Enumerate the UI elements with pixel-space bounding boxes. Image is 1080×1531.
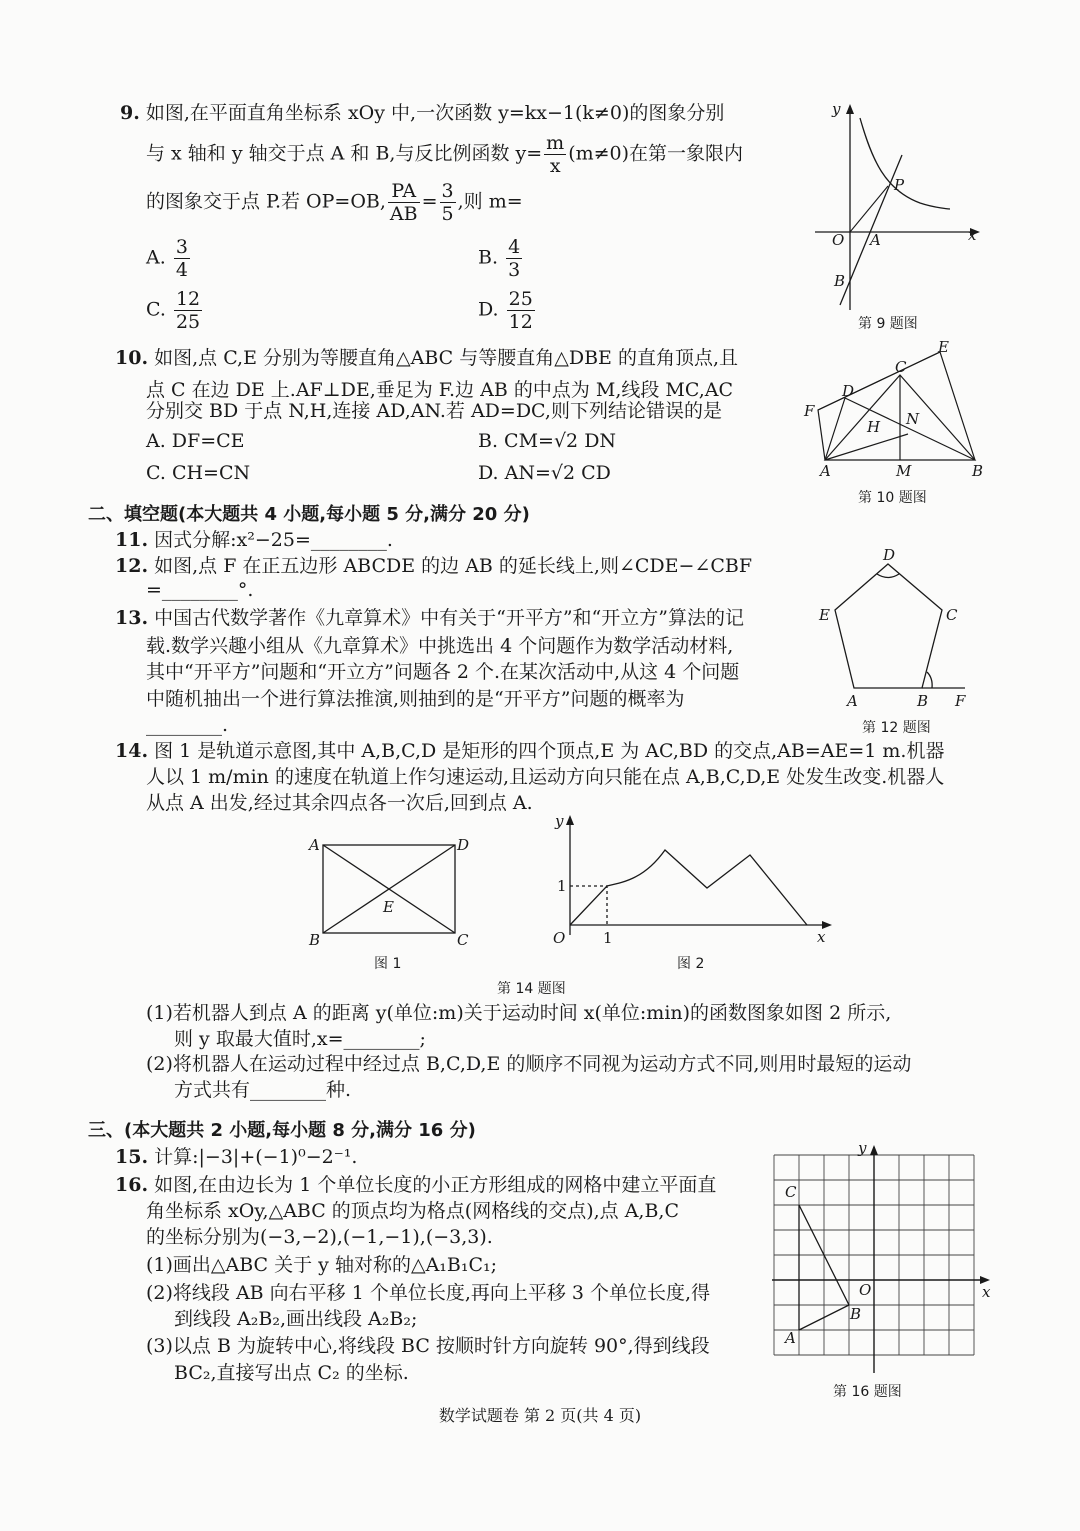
q14-caption: 第 14 题图 [497,981,566,997]
frac-numerator: m [546,132,565,154]
q13-line2: 载.数学兴趣小组从《九章算术》中挑选出 4 个问题作为数学活动材料, [146,635,734,657]
q10-line3 [146,398,722,424]
q13-line1 [115,605,744,631]
frac-denominator: AB [389,203,418,225]
q13-text-1: 中国古代数学著作《九章算术》中有关于“开平方”和“开立方”算法的记 [154,607,744,629]
q16-sub3-line2: BC₂,直接写出点 C₂ 的坐标. [174,1362,409,1384]
label-n: N [906,410,920,428]
q14-text-1: 图 1 是轨道示意图,其中 A,B,C,D 是矩形的四个顶点,E 为 AC,BD 的交点,AB=AE=1 m.机器 [154,740,945,762]
label-o: O [553,929,566,947]
y-axis-arrow-icon [846,104,854,114]
distance-function-graph [570,850,807,925]
segment-op [850,186,888,232]
q14-fig1-caption: 图 1 [374,956,402,972]
label-d: D [842,382,855,400]
q12-caption: 第 12 题图 [862,720,931,736]
label-b: B [834,272,846,290]
angle-cde-arc [877,574,899,578]
q14-fig2-caption: 图 2 [677,956,705,972]
section-2-heading: 二、填空题(本大题共 4 小题,每小题 5 分,满分 20 分) [88,504,530,525]
q14-sub2-line2: 方式共有________种. [174,1079,352,1101]
frac-denominator: 12 [508,311,533,333]
frac-numerator: 12 [175,288,201,310]
q15-number: 15. [115,1146,149,1168]
label-b: B [309,931,321,949]
q9-option-b [478,236,524,281]
q14-line2: 人以 1 m/min 的速度在轨道上作匀速运动,且运动方向只能在点 A,B,C,D,E 处发生改变.机器人 [146,766,945,788]
q9-text-2b: (m≠0)在第一象限内 [568,142,744,165]
option-label: B. [478,246,499,269]
q13-line5: ________. [146,714,229,736]
q10-number: 10. [115,347,149,369]
option-label: C. [146,298,166,321]
q10-line1 [115,345,738,371]
frac-denominator: 25 [175,311,201,333]
label-y: y [555,812,564,830]
q9-text-3a: 的图象交于点 P.若 OP=OB, [146,190,386,213]
label-a: A [820,462,831,480]
label-c: C [895,358,907,376]
frac-denominator: 5 [441,203,454,225]
option-b-fraction [506,236,522,281]
label-x: x [982,1283,991,1301]
label-a: A [847,692,858,710]
page-footer: 数学试题卷 第 2 页(共 4 页) [438,1406,642,1425]
option-c-fraction [174,288,202,333]
hyperbola-curve [860,118,950,209]
q9-line3 [146,180,523,225]
label-m: M [896,462,912,480]
frac-numerator: 3 [175,236,188,258]
frac-denominator: 3 [508,259,521,281]
q11-text: 因式分解:x²−25=________. [154,529,393,551]
q14-figure-1 [305,830,475,950]
label-x: x [817,928,826,946]
label-f: F [955,692,966,710]
tick-y-1: 1 [557,877,567,895]
tick-x-1: 1 [603,929,613,947]
label-o: O [832,231,845,249]
q13-line3: 其中“开平方”问题和“开立方”问题各 2 个.在某次活动中,从这 4 个问题 [146,661,740,683]
q9-fraction-pa-ab [388,180,420,225]
label-a: A [785,1329,796,1347]
q15 [115,1144,357,1170]
q13-line4: 中随机抽出一个进行算法推演,则抽到的是“开平方”问题的概率为 [146,688,685,710]
frac-numerator: 3 [441,180,454,202]
frac-numerator: 4 [508,236,521,258]
frac-numerator: 25 [508,288,533,310]
q9-option-d [478,288,537,333]
q10-option-a: A. DF=CE [146,430,245,452]
q9-caption: 第 9 题图 [858,316,918,332]
q10-text-3: 分别交 BD 于点 N,H,连接 AD,AN.若 AD=DC,则下列结论错误的是 [146,400,722,422]
q10-option-b: B. CM=√2 DN [478,430,617,452]
label-a: A [309,836,320,854]
q11 [115,527,393,553]
segment-ad [825,398,845,460]
label-b: B [850,1305,862,1323]
q14-sub1-line1: (1)若机器人到点 A 的距离 y(单位:m)关于运动时间 x(单位:min)的函数图象如图 2 所示, [146,1002,892,1024]
q10-caption: 第 10 题图 [858,490,927,506]
q12-line2: =________°. [146,579,254,601]
y-axis-arrow-icon [870,1145,878,1155]
q14-sub1-line2: 则 y 取最大值时,x=________; [174,1028,426,1050]
label-p: P [894,176,905,194]
segment-an [825,434,908,460]
q16-number: 16. [115,1174,149,1196]
label-o: O [859,1281,872,1299]
label-c: C [785,1183,797,1201]
label-d: D [883,546,896,564]
label-b: B [917,692,929,710]
q11-number: 11. [115,529,149,551]
q9-figure [810,100,990,330]
y-axis-arrow-icon [566,815,574,825]
q12-text-1: 如图,点 F 在正五边形 ABCDE 的边 AB 的延长线上,则∠CDE−∠CBF [154,555,753,577]
q9-option-c [146,288,204,333]
label-h: H [867,418,881,436]
q9-text-2a: 与 x 轴和 y 轴交于点 A 和 B,与反比例函数 y= [146,142,543,165]
linear-function-line [840,155,902,305]
q16-line3: 的坐标分别为(−3,−2),(−1,−1),(−3,3). [146,1226,493,1248]
label-c: C [457,931,469,949]
q9-text-3b: ,则 m= [457,190,523,213]
angle-cbf-arc [927,672,932,688]
label-y: y [832,100,841,118]
q14-line3: 从点 A 出发,经过其余四点各一次后,回到点 A. [146,792,533,814]
q12-number: 12. [115,555,149,577]
segment-bd [845,398,975,460]
label-y: y [858,1139,867,1157]
q16-figure [770,1139,1000,1375]
q16-sub3-line1: (3)以点 B 为旋转中心,将线段 BC 按顺时针方向旋转 90°,得到线段 [146,1335,710,1357]
q16-line2: 角坐标系 xOy,△ABC 的顶点均为格点(网格线的交点),点 A,B,C [146,1200,680,1222]
q9-line1 [120,100,724,126]
label-e: E [383,898,394,916]
q13-number: 13. [115,607,149,629]
section-3-heading: 三、(本大题共 2 小题,每小题 8 分,满分 16 分) [88,1120,476,1141]
option-a-fraction [174,236,190,281]
q16-caption: 第 16 题图 [833,1384,902,1400]
q16-sub2-line2: 到线段 A₂B₂,画出线段 A₂B₂; [174,1308,418,1330]
frac-numerator: PA [388,180,420,203]
frac-denominator: x [549,155,561,177]
label-x: x [968,226,977,244]
q9-option-a [146,236,192,281]
q9-number: 9. [120,102,140,124]
label-d: D [457,836,470,854]
q12-figure [815,548,985,708]
q9-fraction-3-5 [440,180,456,225]
label-e: E [938,338,949,356]
option-label: A. [146,246,166,269]
q12-line1 [115,553,752,579]
q14-sub2-line1: (2)将机器人在运动过程中经过点 B,C,D,E 的顺序不同视为运动方式不同,则用时最短的运动 [146,1053,912,1075]
label-f: F [804,402,815,420]
q14-number: 14. [115,740,149,762]
q10-text-2: 点 C 在边 DE 上.AF⊥DE,垂足为 F.边 AB 的中点为 M,线段 MC,AC [146,379,734,401]
equals-sign: = [421,190,438,213]
q16-sub2-line1: (2)将线段 AB 向右平移 1 个单位长度,再向上平移 3 个单位长度,得 [146,1282,711,1304]
q14-line1 [115,738,944,764]
q14-figure-2 [545,810,835,950]
q9-fraction-m-over-x [544,132,566,177]
label-a: A [870,231,881,249]
segment-de [818,352,940,410]
frac-denominator: 4 [175,259,188,281]
q16-text-1: 如图,在由边长为 1 个单位长度的小正方形组成的网格中建立平面直 [154,1174,717,1196]
q10-option-d: D. AN=√2 CD [478,462,611,484]
q10-option-c: C. CH=CN [146,462,251,484]
label-e: E [819,606,830,624]
q9-line2 [146,132,743,177]
q10-text-1: 如图,点 C,E 分别为等腰直角△ABC 与等腰直角△DBE 的直角顶点,且 [154,347,738,369]
q16-sub1: (1)画出△ABC 关于 y 轴对称的△A₁B₁C₁; [146,1254,498,1276]
label-c: C [946,606,958,624]
q9-text-1: 如图,在平面直角坐标系 xOy 中,一次函数 y=kx−1(k≠0)的图象分别 [145,102,725,124]
option-d-fraction [507,288,535,333]
label-b: B [972,462,984,480]
option-label: D. [478,298,499,321]
q15-text: 计算:|−3|+(−1)⁰−2⁻¹. [154,1146,358,1168]
q16-line1 [115,1172,716,1198]
pentagon-abcde [835,564,942,688]
q10-figure [800,340,990,480]
